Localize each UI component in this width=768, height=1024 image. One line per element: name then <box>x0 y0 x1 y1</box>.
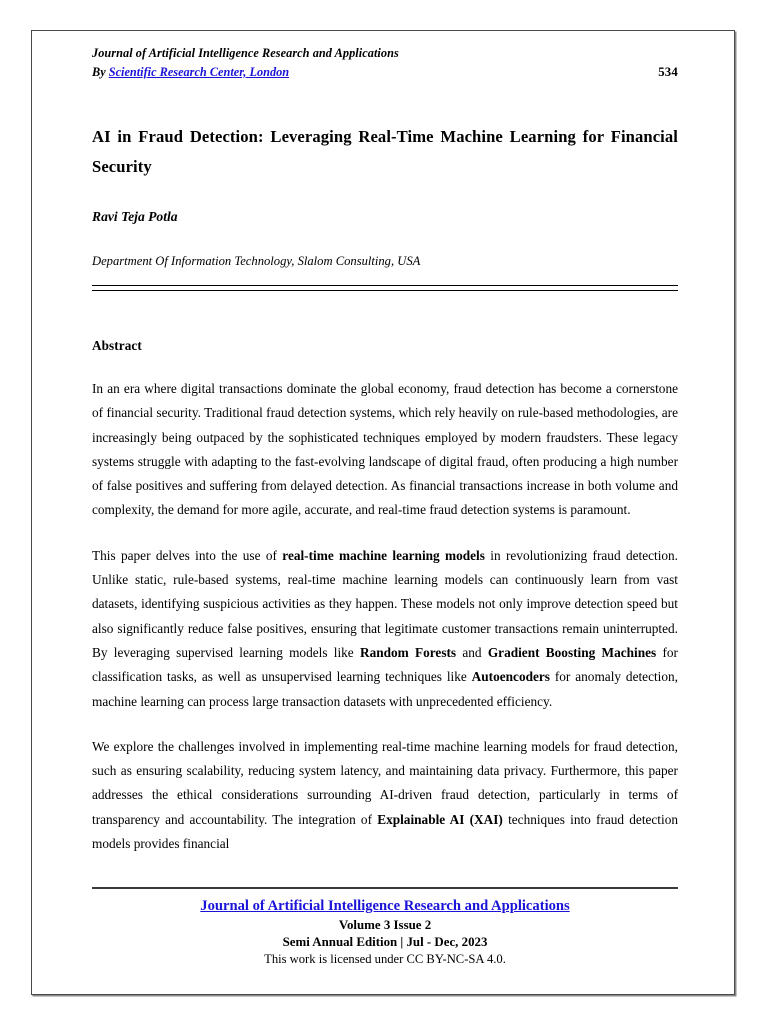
emphasis-term: real-time machine learning models <box>282 547 485 563</box>
text-run: and <box>456 644 488 660</box>
publisher-link[interactable]: Scientific Research Center, London <box>108 65 290 79</box>
text-run: for anomaly detection, machine learning can process large transaction datasets with unprecedented efficiency. <box>92 669 678 709</box>
emphasis-term: Gradient Boosting Machines <box>487 644 657 660</box>
footer-divider <box>92 887 678 889</box>
emphasis-term: Autoencoders <box>471 669 550 685</box>
text-run: We explore the challenges involved in implementing real-time machine learning models for fraud detection, such as ensuring scalability, reducing system latency, and maintaining data privacy. Furthermore, this paper addresses the ethical considerations surrounding AI-driven fraud detection, particularly in terms of transparency and accountability. The integration of <box>92 738 678 827</box>
text-run: This paper delves into the use of <box>92 547 283 563</box>
footer-license: This work is licensed under CC BY-NC-SA 4.0. <box>264 952 506 966</box>
running-head <box>92 44 678 88</box>
abstract-paragraph <box>92 544 678 714</box>
running-head-by-prefix: By <box>92 65 109 79</box>
emphasis-term: Random Forests <box>359 644 457 660</box>
page-number: 534 <box>658 65 678 79</box>
header-divider <box>92 285 678 291</box>
abstract-paragraph <box>92 377 678 523</box>
text-run: In an era where digital transactions dominate the global economy, fraud detection has become a cornerstone of financial security. Traditional fraud detection systems, which rely heavily on rule-based methodologies, are increasingly being outpaced by the sophisticated techniques employed by modern fraudsters. These legacy systems struggle with adapting to the fast-evolving landscape of digital fraud, often producing a high number of false positives and suffering from delayed detection. As financial transactions increase in both volume and complexity, the demand for more agile, accurate, and real-time fraud detection systems is paramount. <box>92 381 678 518</box>
page-title: AI in Fraud Detection: Leveraging Real-Time Machine Learning for Financial Security <box>92 127 678 176</box>
footer-volume: Volume 3 Issue 2 <box>338 918 432 932</box>
document-page <box>31 30 735 995</box>
footer-journal-line <box>92 896 678 917</box>
emphasis-term: Explainable AI (XAI) <box>377 811 503 827</box>
text-run: for classification tasks, as well as unsupervised learning techniques like <box>92 644 678 685</box>
running-head-publisher <box>92 63 678 82</box>
author-affiliation: Department Of Information Technology, Slalom Consulting, USA <box>92 254 421 268</box>
footer-journal-link[interactable]: Journal of Artificial Intelligence Research and Applications <box>200 898 570 914</box>
footer-edition: Semi Annual Edition | Jul - Dec, 2023 <box>282 935 488 949</box>
text-run: techniques into fraud detection models provides financial <box>92 811 678 852</box>
text-run: in revolutionizing fraud detection. Unlike static, rule-based systems, real-time machine learning models can continuously learn from vast datasets, identifying suspicious activities as they happen. These models not only improve detection speed but also significantly reduce false positives, ensuring that legitimate customer transactions remain uninterrupted. By leveraging supervised learning models like <box>92 547 679 660</box>
running-head-journal: Journal of Artificial Intelligence Research and Applications <box>92 46 399 60</box>
page-footer <box>92 887 678 968</box>
page-content <box>92 44 678 984</box>
author-name: Ravi Teja Potla <box>92 209 178 224</box>
abstract-heading: Abstract <box>92 338 142 353</box>
abstract-paragraph <box>92 735 678 856</box>
